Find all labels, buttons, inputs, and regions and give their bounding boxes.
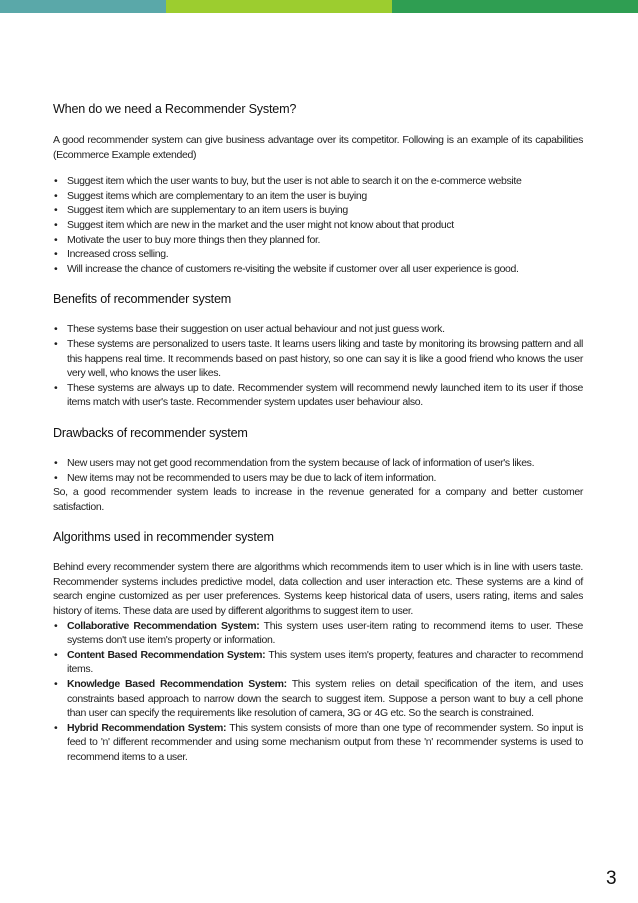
list-item <box>53 721 583 765</box>
algorithm-term: Collaborative Recommendation System: <box>67 619 260 632</box>
section-benefits <box>53 291 583 410</box>
algorithm-term: Hybrid Recommendation System: <box>67 721 227 734</box>
list-item <box>53 619 583 648</box>
section-heading-benefits: Benefits of recommender system <box>53 292 232 307</box>
algorithm-description: This system relies on detail specification of the item, and uses constraints based approach to narrow down the search to suggest item. Suppose a person want to buy a cell phone than user can specify the requirements like resolution of camera, 3G or 4G etc. So the search is constrained. <box>67 678 583 720</box>
list-item: • Increased cross selling. <box>53 247 583 262</box>
list-item: • New items may not be recommended to users may be due to lack of item information. <box>53 471 583 486</box>
top-bar-teal-segment <box>0 0 166 13</box>
section-algorithms <box>53 529 583 764</box>
algorithm-term: Knowledge Based Recommendation System: <box>67 678 287 691</box>
bullet-list-when <box>53 174 583 276</box>
bullet-list-benefits <box>53 322 583 410</box>
algorithm-description: This system uses item's property, features and character to recommend items. <box>67 648 584 676</box>
section-when-needed <box>53 101 583 276</box>
list-item: • New users may not get good recommendation from the system because of lack of information of user's likes. <box>53 456 583 471</box>
section-heading-drawbacks: Drawbacks of recommender system <box>53 425 248 440</box>
algorithm-description: This system uses user-item rating to recommend items to user. These systems don't use item's property or information. <box>67 619 584 647</box>
bullet-list-drawbacks <box>53 456 583 485</box>
top-color-bar <box>0 0 638 13</box>
section-drawbacks <box>53 425 583 514</box>
section-heading-when: When do we need a Recommender System? <box>53 102 297 116</box>
list-item: • Suggest item which are supplementary to an item users is buying <box>53 203 583 218</box>
list-item <box>53 677 583 721</box>
list-item: • Suggest items which are complementary to an item the user is buying <box>53 189 583 204</box>
list-item: • Suggest item which are new in the market and the user might not know about that product <box>53 218 583 233</box>
algorithm-term: Content Based Recommendation System: <box>67 648 266 661</box>
page-number: 3 <box>606 868 617 889</box>
bullet-list-algorithms <box>53 619 583 765</box>
list-item: • Suggest item which the user wants to buy, but the user is not able to search it on the e-commerce website <box>53 174 583 189</box>
section-intro-algorithms: Behind every recommender system there are algorithms which recommends item to user which is in line with users taste. Recommender systems includes predictive model, data collection and user interaction etc. These systems are a kind of search engine customized as per user preferences. Systems keep historical data of users, users rating, items and sales history of items. These data are used by different algorithms to suggest item to user. <box>53 561 583 618</box>
section-intro-when: A good recommender system can give business advantage over its competitor. Following is an example of its capabilities (Ecommerce Example extended) <box>53 134 583 161</box>
top-bar-green-segment <box>392 0 638 13</box>
top-bar-lime-segment <box>166 0 392 13</box>
list-item: • These systems are personalized to users taste. It learns users liking and taste by monitoring its browsing pattern and all this happens real time. It recommends based on past history, so one can say it is like a good friend who knows the user very well, who knows the user likes. <box>53 337 583 381</box>
page-content <box>53 101 583 765</box>
list-item: • These systems are always up to date. Recommender system will recommend newly launched item to its user if those items match with user's taste. Recommender system updates user behaviour also. <box>53 381 583 410</box>
drawbacks-conclusion: So, a good recommender system leads to increase in the revenue generated for a company and better customer satisfaction. <box>53 486 583 513</box>
algorithm-description: This system consists of more than one type of recommender system. So input is feed to 'n' different recommender and using some mechanism output from these 'n' recommender systems is used to recommend items to a user. <box>67 721 583 763</box>
list-item <box>53 648 583 677</box>
list-item: • Will increase the chance of customers re-visiting the website if customer over all user experience is good. <box>53 262 583 277</box>
section-heading-algorithms: Algorithms used in recommender system <box>53 530 274 545</box>
list-item: • Motivate the user to buy more things then they planned for. <box>53 233 583 248</box>
list-item: • These systems base their suggestion on user actual behaviour and not just guess work. <box>53 322 583 337</box>
